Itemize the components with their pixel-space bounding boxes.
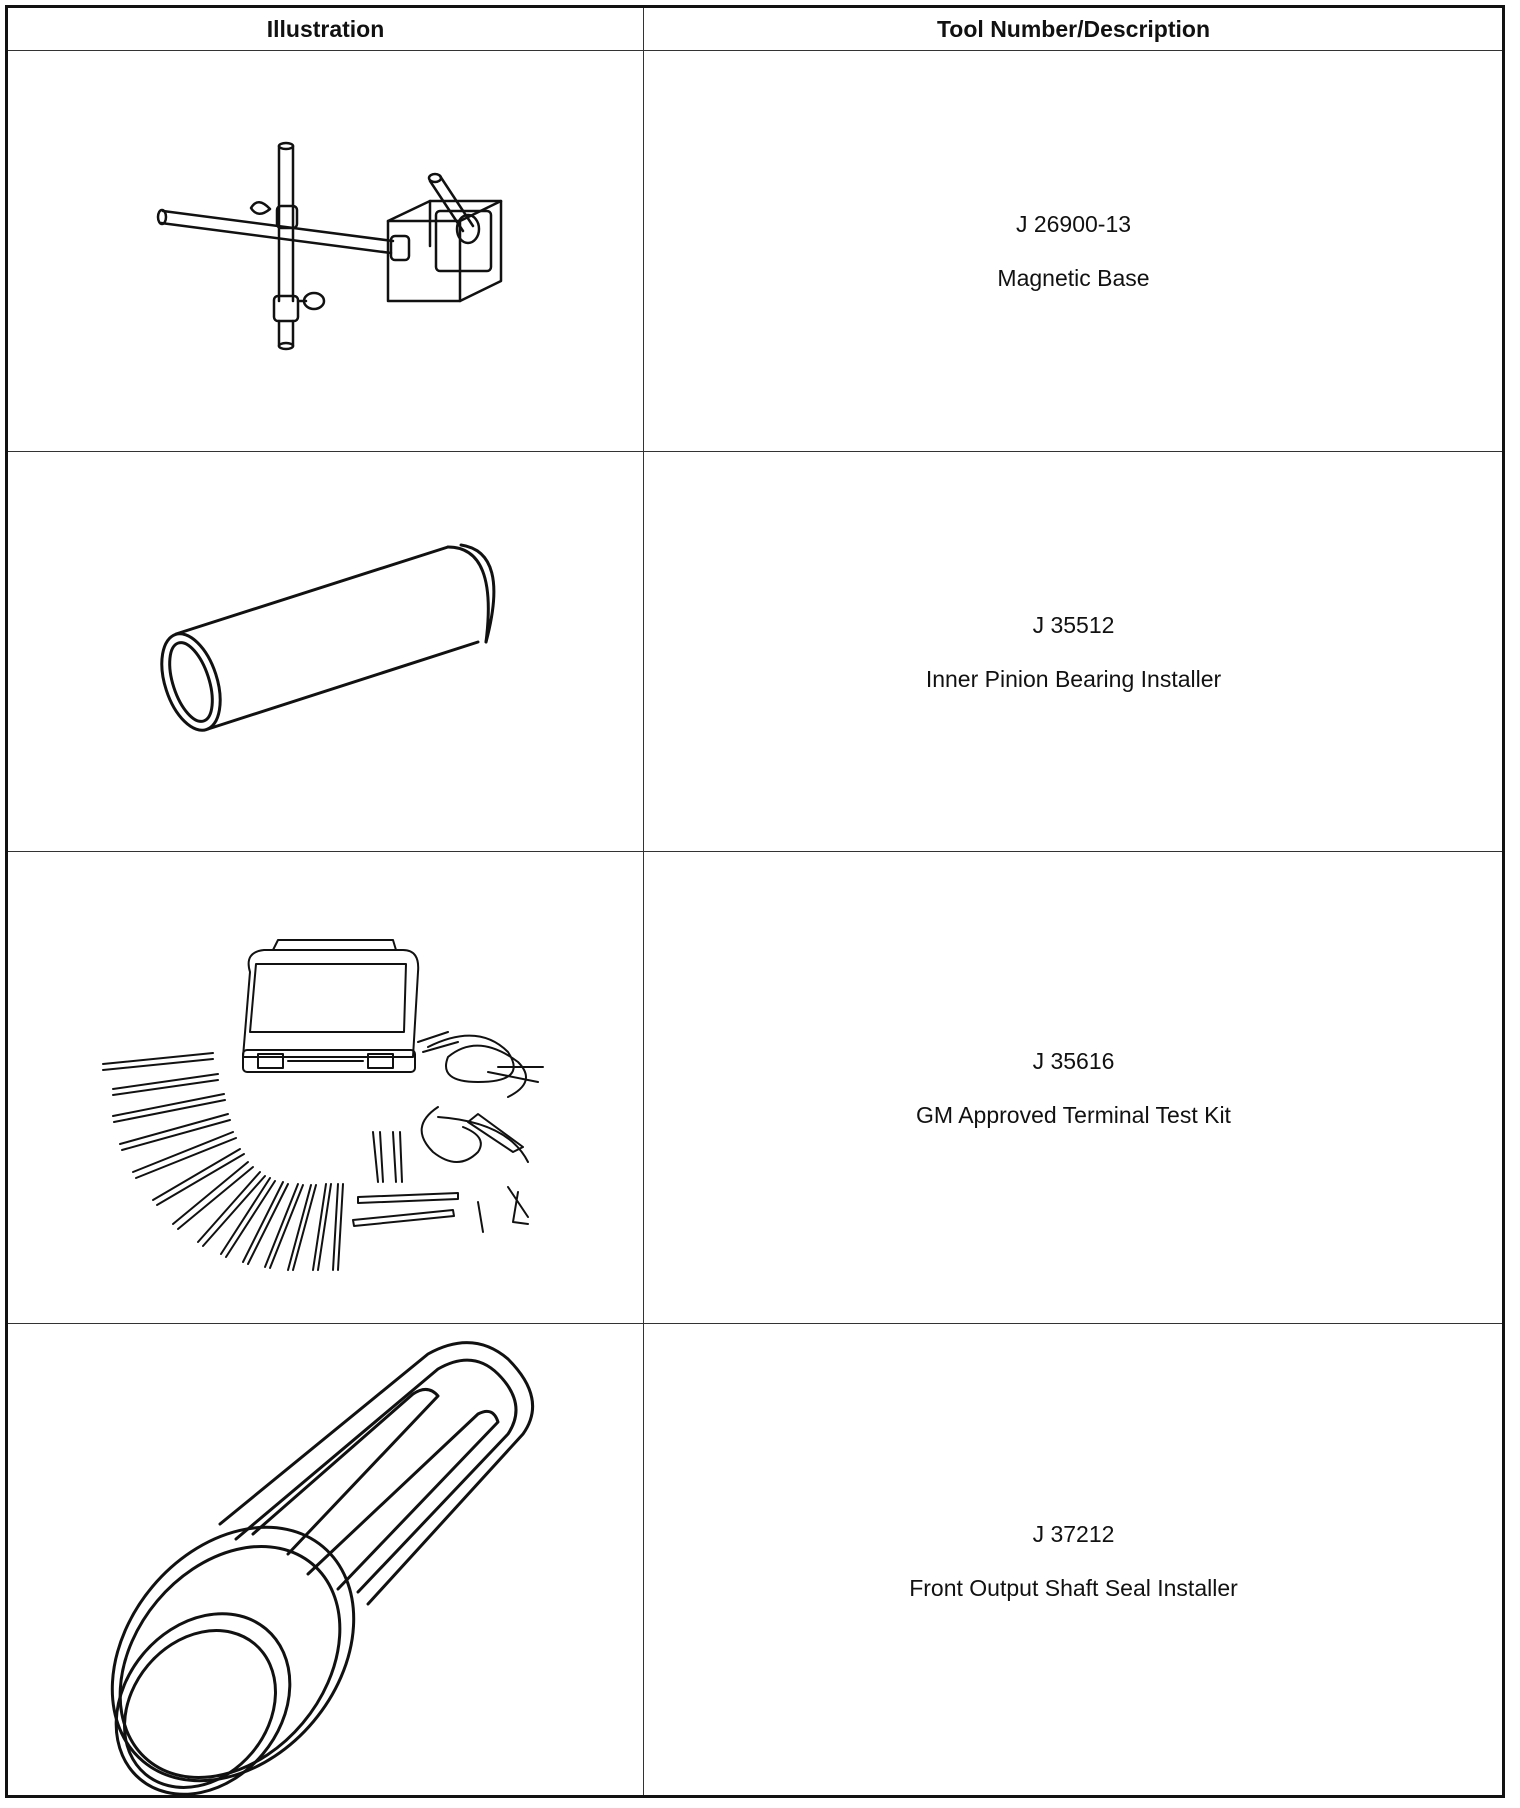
bearing-installer-icon (8, 452, 643, 851)
tool-number: J 37212 (1032, 1521, 1115, 1547)
tool-number: J 35512 (1032, 611, 1115, 638)
tool-description: Magnetic Base (997, 265, 1150, 291)
tool-table (5, 5, 1505, 1798)
tool-description-cell (645, 1324, 1502, 1798)
header-tool-number-description: Tool Number/Description (936, 15, 1211, 42)
header-illustration: Illustration (266, 15, 385, 42)
tool-description: Front Output Shaft Seal Installer (909, 1575, 1238, 1601)
seal-installer-icon (8, 1324, 643, 1798)
tool-description-cell (645, 51, 1502, 451)
table-row (8, 852, 1502, 1323)
terminal-test-kit-icon (8, 852, 643, 1323)
table-row (8, 51, 1502, 451)
magnetic-base-icon (8, 51, 643, 451)
table-row (8, 452, 1502, 851)
tool-description: Inner Pinion Bearing Installer (925, 665, 1222, 692)
tool-number: J 26900-13 (1015, 211, 1132, 237)
tool-description-cell (645, 452, 1502, 851)
tool-number: J 35616 (1032, 1047, 1115, 1074)
tool-description: GM Approved Terminal Test Kit (916, 1101, 1231, 1128)
table-row (8, 1324, 1502, 1798)
tool-description-cell (645, 852, 1502, 1323)
